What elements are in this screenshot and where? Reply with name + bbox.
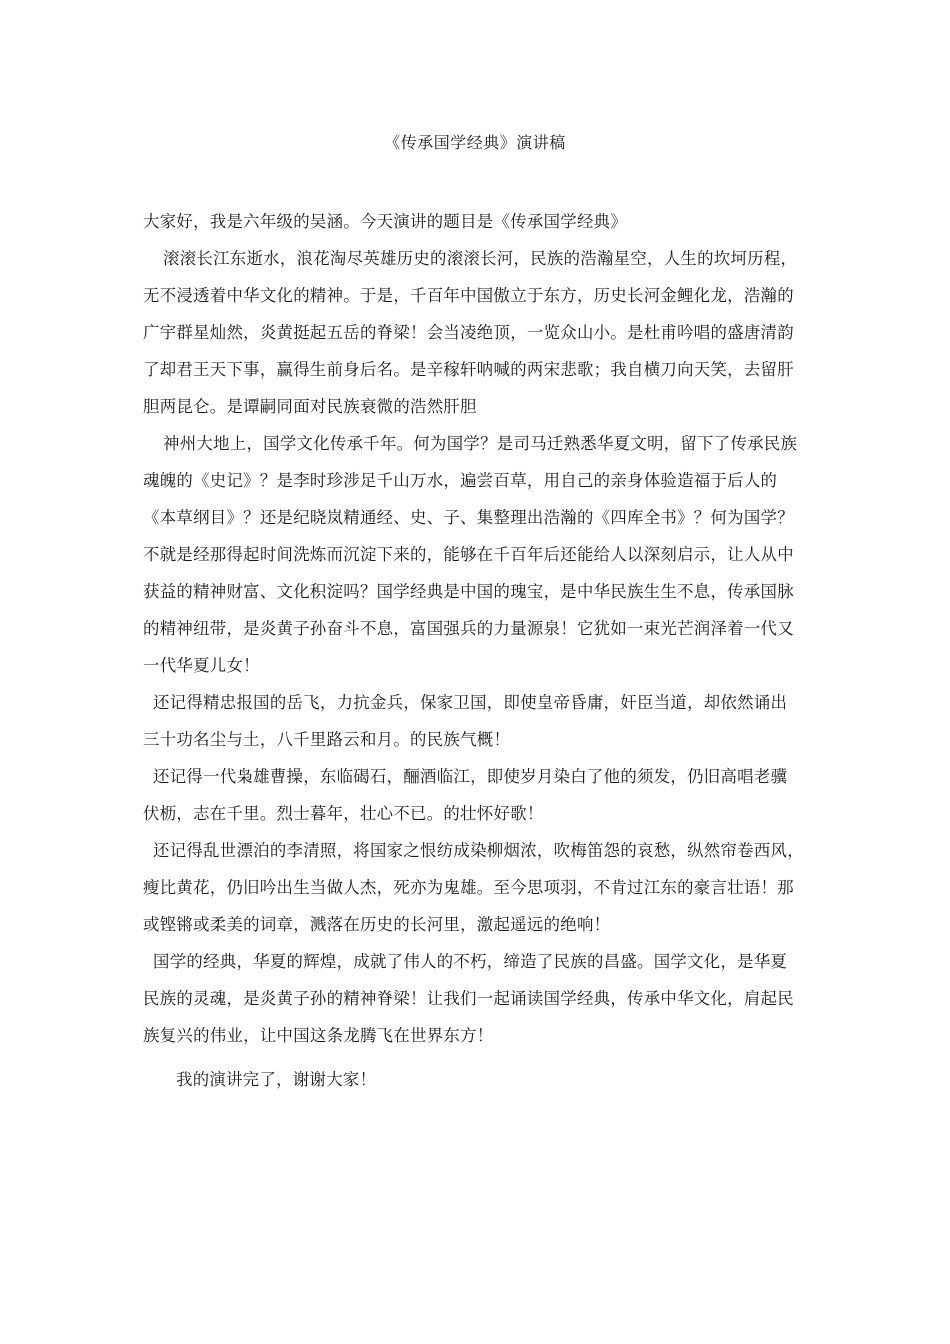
paragraph-2-line-7: 一代华夏儿女！ (143, 656, 260, 675)
paragraph-1-line-3: 广宇群星灿然，炎黄挺起五岳的脊梁！会当凌绝顶，一览众山小。是杜甫吟唱的盛唐清韵 (143, 323, 794, 342)
intro-line: 大家好，我是六年级的吴涵。今天演讲的题目是《传承国学经典》 (143, 212, 628, 231)
paragraph-2-line-5: 获益的精神财富、文化积淀吗？国学经典是中国的瑰宝，是中华民族生生不息，传承国脉 (143, 582, 794, 601)
paragraph-6-line-3: 族复兴的伟业，让中国这条龙腾飞在世界东方！ (143, 1026, 494, 1045)
paragraph-1-line-1: 滚滚长江东逝水，浪花淘尽英雄历史的滚滚长河，民族的浩瀚星空，人生的坎坷历程， (163, 249, 798, 268)
paragraph-5-line-2: 瘦比黄花，仍旧吟出生当做人杰，死亦为鬼雄。至今思项羽，不肯过江东的豪言壮语！那 (143, 878, 794, 897)
paragraph-2-line-6: 的精神纽带，是炎黄子孙奋斗不息，富国强兵的力量源泉！它犹如一束光芒润泽着一代又 (143, 619, 794, 638)
paragraph-6-line-1: 国学的经典，华夏的辉煌，成就了伟人的不朽，缔造了民族的昌盛。国学文化，是华夏 (153, 952, 788, 971)
paragraph-2-line-1: 神州大地上，国学文化传承千年。何为国学？是司马迁熟悉华夏文明，留下了传承民族 (163, 434, 798, 453)
paragraph-5-line-1: 还记得乱世漂泊的李清照，将国家之恨纺成染柳烟浓，吹梅笛怨的哀愁，纵然帘卷西风， (153, 841, 804, 860)
paragraph-1-line-4: 了却君王天下事，赢得生前身后名。是辛稼轩呐喊的两宋悲歌；我自横刀向天笑，去留肝 (143, 360, 794, 379)
paragraph-1-line-5: 胆两昆仑。是谭嗣同面对民族衰微的浩然肝胆 (143, 397, 477, 416)
document-title: 《传承国学经典》演讲稿 (384, 133, 566, 152)
paragraph-1-line-2: 无不浸透着中华文化的精神。于是，千百年中国傲立于东方，历史长河金鲤化龙，浩瀚的 (143, 286, 794, 305)
paragraph-5-line-3: 或铿锵或柔美的词章，溅落在历史的长河里，激起遥远的绝响！ (143, 915, 611, 934)
paragraph-2-line-2: 魂魄的《史记》？是李时珍涉足千山万水，遍尝百草，用自己的亲身体验造福于后人的 (143, 471, 778, 490)
paragraph-6-line-2: 民族的灵魂，是炎黄子孙的精神脊梁！让我们一起诵读国学经典，传承中华文化，肩起民 (143, 989, 794, 1008)
paragraph-2-line-4: 不就是经那得起时间洗炼而沉淀下来的，能够在千百年后还能给人以深刻启示，让人从中 (143, 545, 794, 564)
paragraph-3-line-1: 还记得精忠报国的岳飞，力抗金兵，保家卫国，即使皇帝昏庸，奸臣当道，却依然诵出 (153, 693, 788, 712)
paragraph-4-line-1: 还记得一代枭雄曹操，东临碣石，酾酒临江，即使岁月染白了他的须发，仍旧高唱老骥 (153, 767, 788, 786)
document-body (143, 203, 823, 1054)
paragraph-3-line-2: 三十功名尘与土，八千里路云和月。的民族气概！ (143, 730, 511, 749)
paragraph-2-line-3: 《本草纲目》？还是纪晓岚精通经、史、子、集整理出浩瀚的《四库全书》？何为国学？ (143, 508, 794, 527)
closing-line: 我的演讲完了，谢谢大家！ (176, 1070, 377, 1089)
paragraph-4-line-2: 伏枥，志在千里。烈士暮年，壮心不已。的壮怀好歌！ (143, 804, 544, 823)
